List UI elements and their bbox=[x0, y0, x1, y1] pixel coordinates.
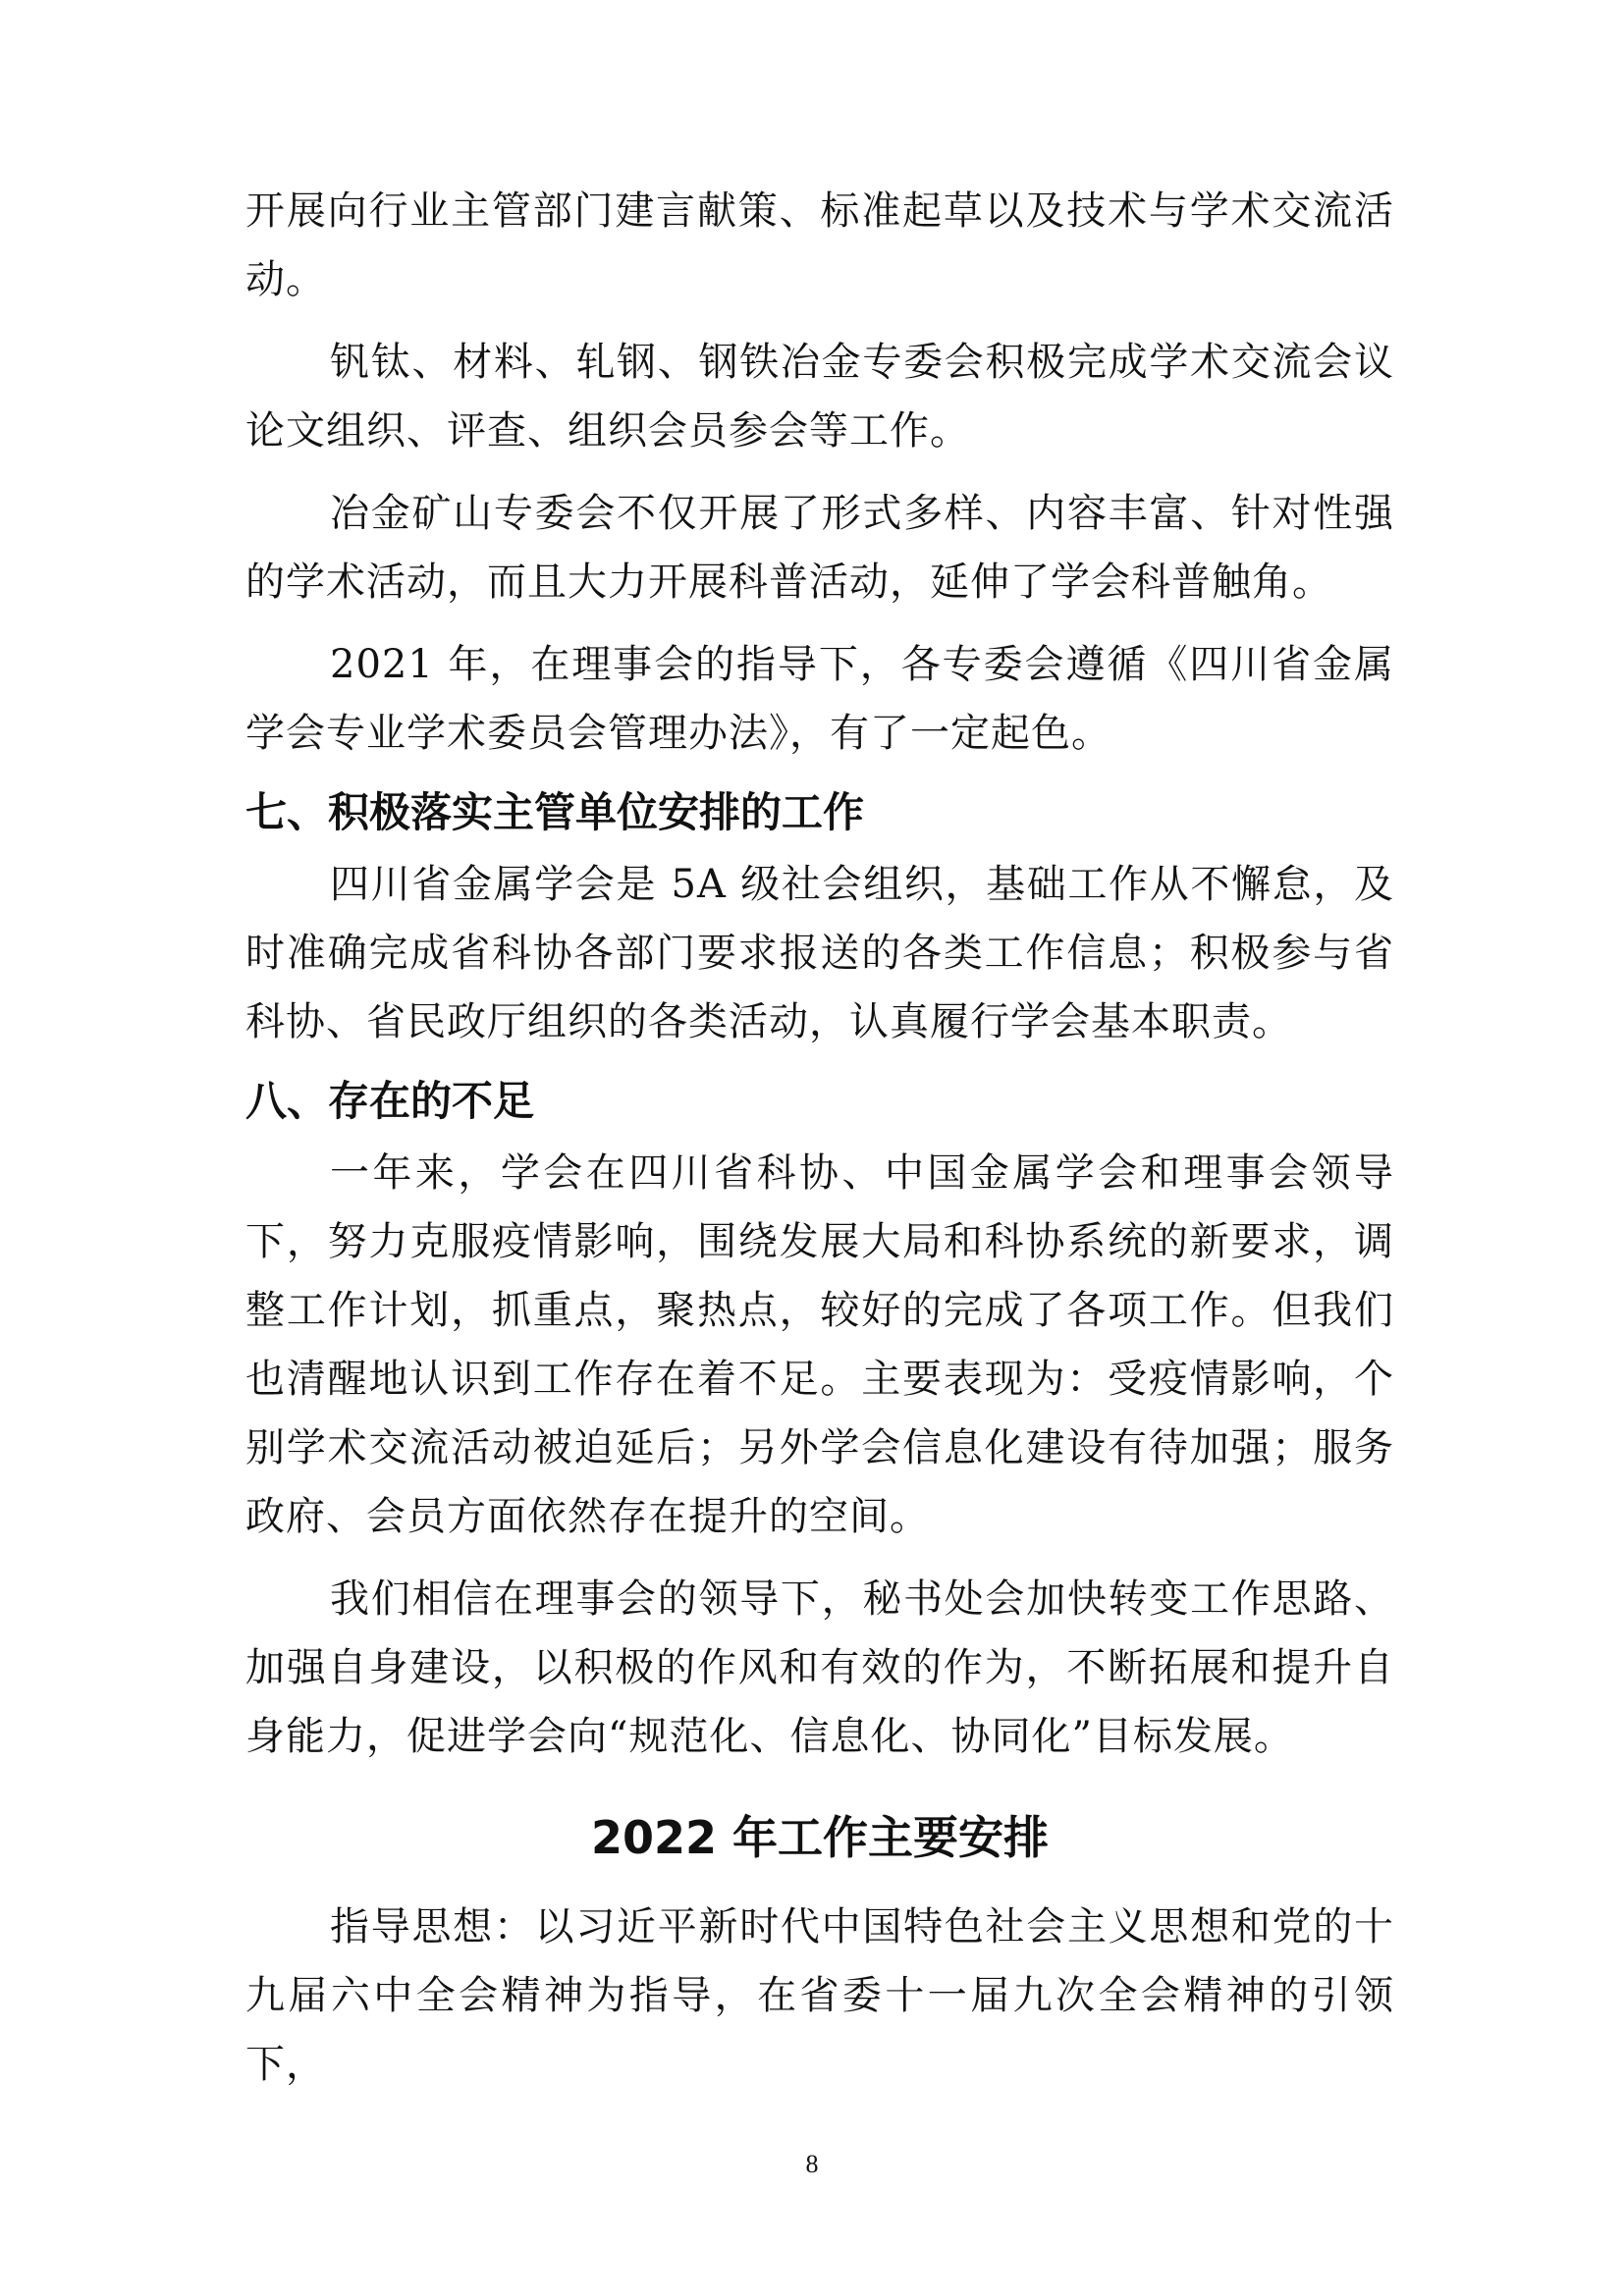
page-number: 8 bbox=[805, 2150, 819, 2178]
paragraph-2021-summary: 2021 年，在理事会的指导下，各专委会遵循《四川省金属学会专业学术委员会管理办法》，有了一定起色。 bbox=[245, 642, 1394, 756]
section-7-body: 四川省金属学会是 5A 级社会组织，基础工作从不懈怠，及时准确完成省科协各部门要求报送的各类工作信息；积极参与省科协、省民政厅组织的各类活动，认真履行学会基本职责。 bbox=[245, 862, 1394, 1044]
plan-guiding-thought: 指导思想：以习近平新时代中国特色社会主义思想和党的十九届六中全会精神为指导，在省委十一届九次全会精神的引领下， bbox=[245, 1904, 1394, 2087]
section-8-heading: 八、存在的不足 bbox=[245, 1077, 535, 1125]
paragraph-continuation: 开展向行业主管部门建言献策、标准起草以及技术与学术交流活动。 bbox=[245, 188, 1394, 302]
plan-title: 2022 年工作主要安排 bbox=[590, 1811, 1050, 1864]
section-7-heading: 七、积极落实主管单位安排的工作 bbox=[245, 788, 865, 836]
page-content bbox=[245, 177, 1394, 2099]
section-8-body-1: 一年来，学会在四川省科协、中国金属学会和理事会领导下，努力克服疫情影响，围绕发展大局和科协系统的新要求，调整工作计划，抓重点，聚热点，较好的完成了各项工作。但我们也清醒地认识到工作存在着不足。主要表现为：受疫情影响，个别学术交流活动被迫延后；另外学会信息化建设有待加强；服务政府、会员方面依然存在提升的空间。 bbox=[245, 1150, 1394, 1539]
section-8-body-2: 我们相信在理事会的领导下，秘书处会加快转变工作思路、加强自身建设，以积极的作风和有效的作为，不断拓展和提升自身能力，促进学会向“规范化、信息化、协同化”目标发展。 bbox=[245, 1576, 1394, 1759]
paragraph-mining-committee: 冶金矿山专委会不仅开展了形式多样、内容丰富、针对性强的学术活动，而且大力开展科普活动，延伸了学会科普触角。 bbox=[245, 491, 1394, 605]
paragraph-committees: 钒钛、材料、轧钢、钢铁冶金专委会积极完成学术交流会议论文组织、评查、组织会员参会等工作。 bbox=[245, 340, 1394, 454]
